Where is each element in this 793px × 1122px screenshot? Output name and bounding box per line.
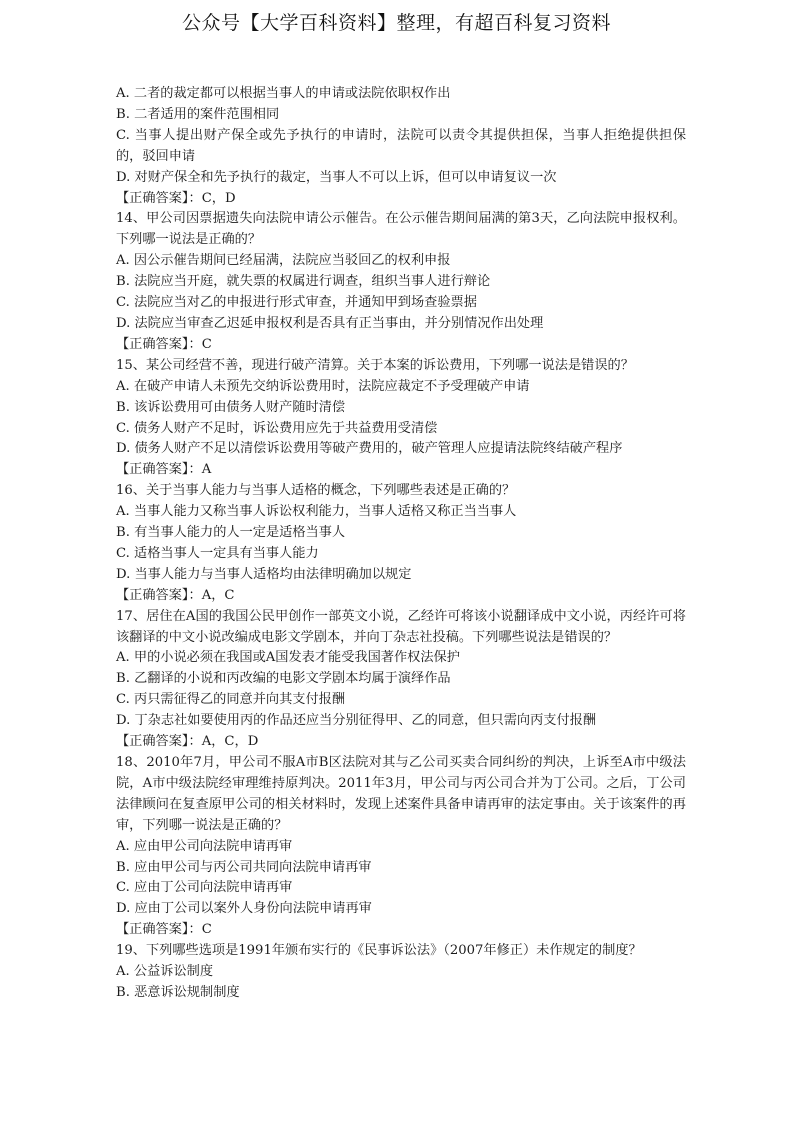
option-d: D. 法院应当审查乙迟延申报权利是否具有正当事由，并分别情况作出处理: [116, 315, 544, 331]
question-stem: 14、甲公司因票据遗失向法院申请公示催告。在公示催告期间届满的第3天，乙向法院申报权利。下列哪一说法是正确的？: [116, 211, 686, 248]
option-b: B. 该诉讼费用可由债务人财产随时清偿: [116, 399, 346, 415]
option-c: C. 法院应当对乙的申报进行形式审查，并通知甲到场查验票据: [116, 295, 477, 311]
option-c: C. 当事人提出财产保全或先予执行的申请时，法院可以责令其提供担保，当事人拒绝提供担保的，驳回申请: [116, 127, 686, 164]
correct-answer: 【正确答案】：C: [116, 336, 212, 352]
correct-answer: 【正确答案】：A，C，D: [116, 734, 259, 750]
option-a: A. 甲的小说必须在我国或A国发表才能受我国著作权法保护: [116, 650, 460, 666]
page-header: 公众号【大学百科资料】整理，有超百科复习资料: [181, 12, 611, 34]
question-stem: 19、下列哪些选项是1991年颁布实行的《民事诉讼法》（2007年修正）未作规定的制度？: [116, 943, 642, 959]
option-a: A. 因公示催告期间已经届满，法院应当驳回乙的权利申报: [116, 253, 451, 269]
correct-answer: 【正确答案】：A，C: [116, 587, 235, 603]
option-a: A. 二者的裁定都可以根据当事人的申请或法院依职权作出: [116, 86, 451, 101]
option-c: C. 债务人财产不足时，诉讼费用应先于共益费用受清偿: [116, 420, 438, 436]
option-a: A. 应由甲公司向法院申请再审: [116, 838, 293, 854]
question-stem: 15、某公司经营不善，现进行破产清算。关于本案的诉讼费用，下列哪一说法是错误的？: [116, 357, 634, 373]
option-b: B. 有当事人能力的人一定是适格当事人: [116, 525, 346, 541]
question-16: [116, 481, 686, 606]
question-stem: 16、关于当事人能力与当事人适格的概念，下列哪些表述是正确的？: [116, 483, 516, 499]
option-c: C. 应由丁公司向法院申请再审: [116, 880, 293, 896]
option-c: C. 适格当事人一定具有当事人能力: [116, 545, 319, 561]
option-b: B. 应由甲公司与丙公司共同向法院申请再审: [116, 859, 372, 875]
option-d: D. 丁杂志社如要使用丙的作品还应当分别征得甲、乙的同意，但只需向丙支付报酬: [116, 713, 597, 729]
option-d: D. 当事人能力与当事人适格均由法律明确加以规定: [116, 566, 412, 582]
question-stem: 18、2010年7月，甲公司不服A市B区法院对其与乙公司买卖合同纠纷的判决，上诉至A市中级法院，A市中级法院经审理维持原判决。2011年3月，甲公司与丙公司合并为丁公司。之后，丁公司法律顾问在复查原甲公司的相关材料时，发现上述案件具备申请再审的法定事由。关于该案件的再审，下列哪一说法是正确的？: [116, 755, 686, 833]
question-15: [116, 356, 686, 481]
question-14: [116, 209, 686, 355]
option-b: B. 二者适用的案件范围相同: [116, 106, 280, 122]
question-stem: 17、居住在A国的我国公民甲创作一部英文小说，乙经许可将该小说翻译成中文小说，丙经许可将该翻译的中文小说改编成电影文学剧本，并向丁杂志社投稿。下列哪些说法是错误的？: [116, 608, 686, 645]
document-body: [116, 84, 686, 1004]
question-18: [116, 753, 686, 941]
option-a: A. 当事人能力又称当事人诉讼权利能力，当事人适格又称正当当事人: [116, 504, 517, 520]
correct-answer: 【正确答案】：C，D: [116, 190, 236, 206]
option-b: B. 恶意诉讼规制制度: [116, 984, 240, 1000]
option-b: B. 乙翻译的小说和丙改编的电影文学剧本均属于演绎作品: [116, 671, 451, 687]
option-b: B. 法院应当开庭，就失票的权属进行调查，组织当事人进行辩论: [116, 274, 491, 290]
option-a: A. 在破产申请人未预先交纳诉讼费用时，法院应裁定不予受理破产申请: [116, 378, 530, 394]
correct-answer: 【正确答案】：A: [116, 462, 212, 478]
question-13-tail: [116, 84, 686, 209]
question-19: [116, 941, 686, 1004]
option-d: D. 债务人财产不足以清偿诉讼费用等破产费用的，破产管理人应提请法院终结破产程序: [116, 441, 623, 457]
correct-answer: 【正确答案】：C: [116, 922, 212, 938]
option-c: C. 丙只需征得乙的同意并向其支付报酬: [116, 692, 346, 708]
option-d: D. 对财产保全和先予执行的裁定，当事人不可以上诉，但可以申请复议一次: [116, 169, 557, 185]
option-d: D. 应由丁公司以案外人身份向法院申请再审: [116, 901, 372, 917]
option-a: A. 公益诉讼制度: [116, 964, 214, 980]
question-17: [116, 607, 686, 753]
